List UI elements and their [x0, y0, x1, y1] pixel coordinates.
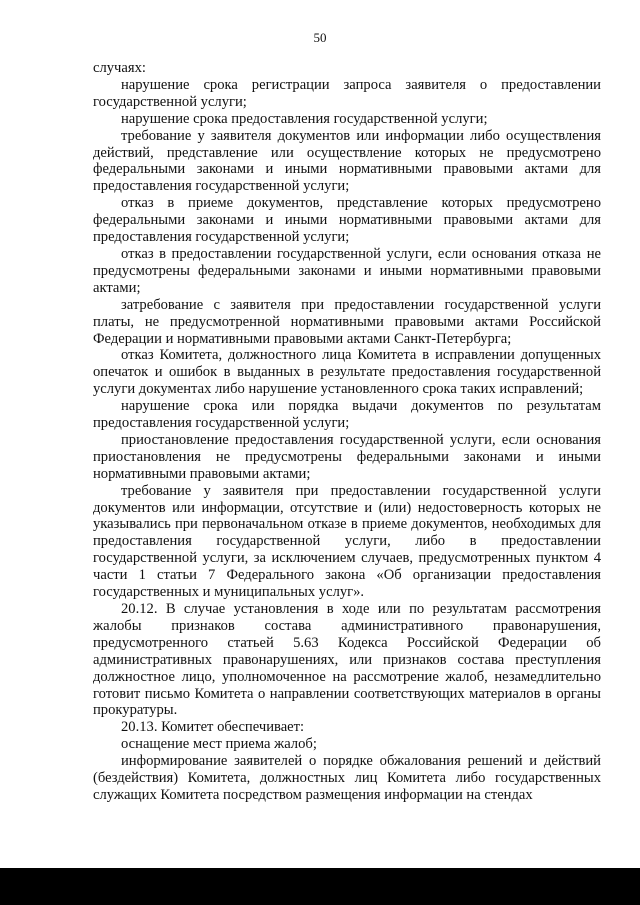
list-item-correction-refusal: отказ Комитета, должностного лица Комитета в исправлении допущенных опечаток и ошибок в выданных в результате предоставления государственной услуги документах либо нарушение установленного срока таких исправлений;	[93, 347, 601, 398]
list-item-document-demand: требование у заявителя документов или информации либо осуществления действий, представление или осуществление которых не предусмотрено федеральными законами и иными нормативными правовыми актами для предоставления государственной услуги;	[93, 127, 601, 195]
scan-border	[0, 868, 640, 905]
paragraph-continuation: случаях:	[93, 60, 146, 76]
list-item-fee-demand: затребование с заявителя при предоставлении государственной услуги платы, не предусмотренной нормативными правовыми актами Российской Федерации и нормативными правовыми актами Санкт-Петербурга;	[93, 296, 601, 347]
list-item-equipment: оснащение мест приема жалоб;	[121, 736, 317, 753]
section-20-12: 20.12. В случае установления в ходе или по результатам рассмотрения жалобы признаков состава административного правонарушения, предусмотренного статьей 5.63 Кодекса Российской Федерации об административных правонарушениях, или признаков состава преступления должностное лицо, уполномоченное на рассмотрение жалоб, незамедлительно готовит письмо Комитета о направлении соответствующих материалов в органы прокуратуры.	[93, 601, 601, 719]
list-item-repeated-demand: требование у заявителя при предоставлении государственной услуги документов или информации, отсутствие и (или) недостоверность которых не указывались при первоначальном отказе в приеме документов, необходимых для предоставления государственной услуги, либо в предоставлении государственной услуги, за исключением случаев, предусмотренных пунктом 4 части 1 статьи 7 Федерального закона «Об организации предоставления государственных и муниципальных услуг».	[93, 482, 601, 601]
document-body	[93, 60, 601, 804]
page-number: 50	[313, 30, 327, 45]
section-20-13: 20.13. Комитет обеспечивает:	[121, 719, 305, 736]
list-item-service-deadline: нарушение срока предоставления государственной услуги;	[121, 110, 488, 127]
list-item-suspension: приостановление предоставления государственной услуги, если основания приостановления не предусмотрены федеральными законами и иными нормативными правовыми актами;	[93, 431, 601, 482]
list-item-issuance-violation: нарушение срока или порядка выдачи документов по результатам предоставления государственной услуги;	[93, 398, 601, 432]
list-item-refusal-service: отказ в предоставлении государственной услуги, если основания отказа не предусмотрены федеральными законами и иными нормативными правовыми актами;	[93, 245, 601, 296]
list-item-informing: информирование заявителей о порядке обжалования решений и действий (бездействия) Комитета, должностных лиц Комитета либо государственных служащих Комитета посредством размещения информации на стендах	[93, 753, 601, 803]
list-item-registration-deadline: нарушение срока регистрации запроса заявителя о предоставлении государственной услуги;	[93, 76, 601, 110]
list-item-refusal-acceptance: отказ в приеме документов, представление которых предусмотрено федеральными законами и иными нормативными правовыми актами для предоставления государственной услуги;	[93, 195, 601, 246]
